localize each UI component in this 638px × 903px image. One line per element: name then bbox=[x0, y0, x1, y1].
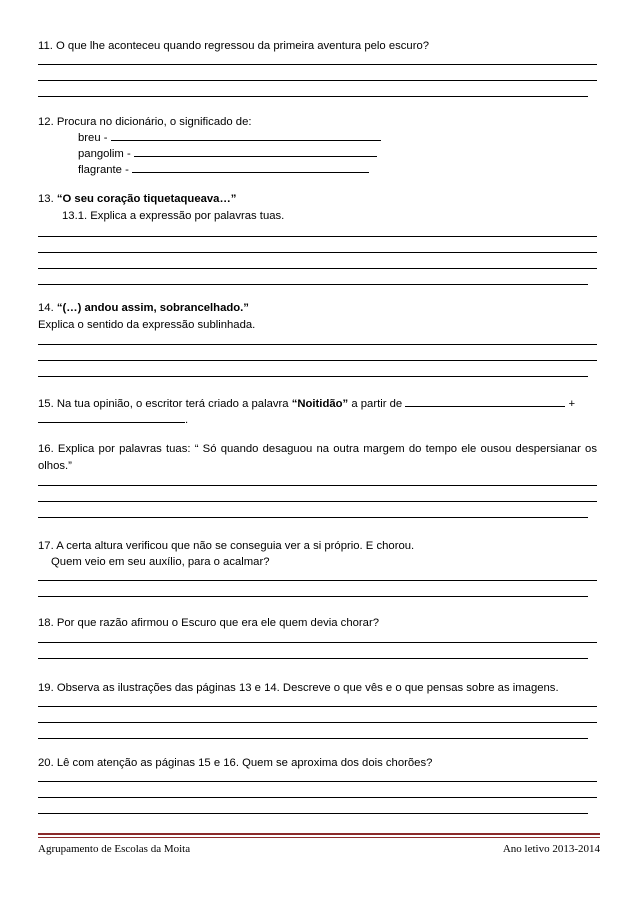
word-pangolim bbox=[78, 147, 377, 161]
answer-line[interactable] bbox=[38, 485, 597, 486]
keyword: “Noitidão” bbox=[291, 398, 349, 410]
footer-year: Ano letivo 2013-2014 bbox=[502, 843, 600, 855]
word-breu bbox=[78, 131, 381, 145]
answer-line[interactable] bbox=[38, 722, 597, 723]
answer-line[interactable] bbox=[38, 813, 588, 814]
question-15-cont bbox=[38, 413, 188, 427]
answer-line[interactable] bbox=[38, 376, 588, 377]
answer-line[interactable] bbox=[38, 252, 597, 253]
question-13-1: 13.1. Explica a expressão por palavras tuas. bbox=[62, 210, 285, 222]
definition-blank[interactable] bbox=[132, 163, 369, 173]
question-12: 12. Procura no dicionário, o significado de: bbox=[38, 116, 252, 128]
word-label: flagrante - bbox=[78, 164, 129, 176]
answer-line[interactable] bbox=[38, 236, 597, 237]
question-18: 18. Por que razão afirmou o Escuro que era ele quem devia chorar? bbox=[38, 617, 379, 629]
answer-line[interactable] bbox=[38, 501, 597, 502]
answer-line[interactable] bbox=[38, 517, 588, 518]
period: . bbox=[185, 414, 189, 426]
question-text: a partir de bbox=[351, 398, 403, 410]
question-number: 13. bbox=[38, 193, 54, 205]
question-19: 19. Observa as ilustrações das páginas 13 e 14. Descreve o que vês e o que pensas sobre as imagens. bbox=[38, 682, 559, 694]
answer-line[interactable] bbox=[38, 738, 588, 739]
answer-blank[interactable] bbox=[405, 397, 565, 407]
answer-line[interactable] bbox=[38, 797, 597, 798]
answer-line[interactable] bbox=[38, 96, 588, 97]
question-17: 17. A certa altura verificou que não se conseguia ver a si próprio. E chorou. bbox=[38, 540, 415, 552]
answer-blank[interactable] bbox=[38, 413, 185, 423]
quote: “(…) andou assim, sobrancelhado.” bbox=[56, 302, 249, 314]
answer-line[interactable] bbox=[38, 80, 597, 81]
question-number: 14. bbox=[38, 302, 54, 314]
answer-line[interactable] bbox=[38, 642, 597, 643]
quote: “O seu coração tiquetaqueava…” bbox=[56, 193, 237, 205]
question-11: 11. O que lhe aconteceu quando regressou da primeira aventura pelo escuro? bbox=[38, 40, 430, 52]
answer-line[interactable] bbox=[38, 64, 597, 65]
footer-school: Agrupamento de Escolas da Moita bbox=[38, 843, 191, 855]
footer-divider bbox=[38, 833, 600, 835]
definition-blank[interactable] bbox=[134, 147, 377, 157]
question-13 bbox=[38, 192, 236, 206]
question-14 bbox=[38, 301, 249, 315]
footer-divider bbox=[38, 837, 600, 838]
answer-line[interactable] bbox=[38, 706, 597, 707]
question-16: 16. Explica por palavras tuas: “ Só quando desaguou na outra margem do tempo ele ousou despersianar os olhos.” bbox=[38, 443, 597, 472]
word-label: breu - bbox=[78, 132, 108, 144]
definition-blank[interactable] bbox=[111, 131, 381, 141]
question-text: 15. Na tua opinião, o escritor terá criado a palavra bbox=[38, 398, 289, 410]
answer-line[interactable] bbox=[38, 268, 597, 269]
answer-line[interactable] bbox=[38, 580, 597, 581]
question-17-sub: Quem veio em seu auxílio, para o acalmar? bbox=[51, 556, 270, 568]
answer-line[interactable] bbox=[38, 596, 588, 597]
question-20: 20. Lê com atenção as páginas 15 e 16. Quem se aproxima dos dois chorões? bbox=[38, 757, 433, 769]
answer-line[interactable] bbox=[38, 658, 588, 659]
answer-line[interactable] bbox=[38, 781, 597, 782]
answer-line[interactable] bbox=[38, 284, 588, 285]
plus-sign: + bbox=[568, 398, 576, 410]
word-flagrante bbox=[78, 163, 369, 177]
answer-line[interactable] bbox=[38, 344, 597, 345]
question-15 bbox=[38, 397, 575, 411]
answer-line[interactable] bbox=[38, 360, 597, 361]
word-label: pangolim - bbox=[78, 148, 131, 160]
question-14-instruction: Explica o sentido da expressão sublinhada. bbox=[38, 319, 256, 331]
